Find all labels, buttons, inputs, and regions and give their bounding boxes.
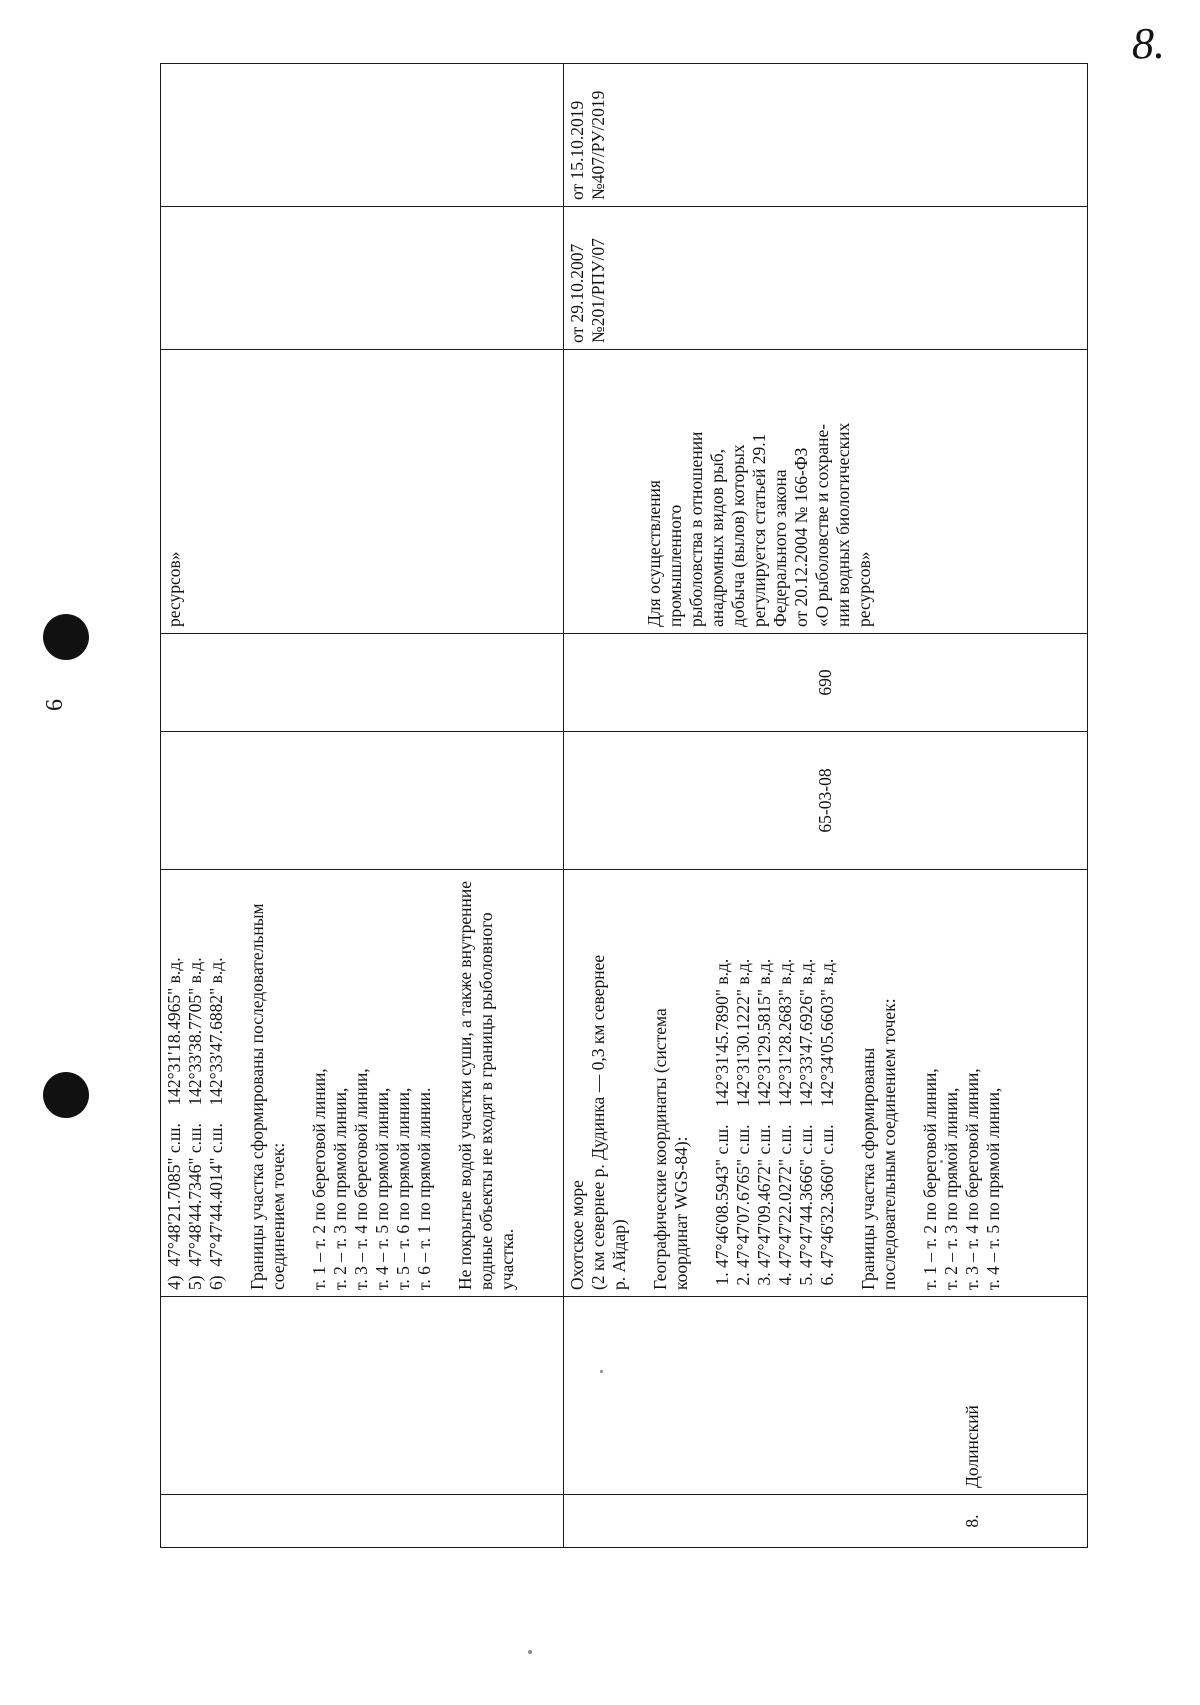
coord-line: 2. 47°47'07.6765" с.ш. 142°31'30.1222" в.д. (733, 876, 754, 1268)
exclusion-note: Не покрытые водой участки суши, а также внутренние водные объекты не входят в границы рыболовного участка. (455, 881, 517, 1290)
coords-title-line: координат WGS-84): (671, 1136, 691, 1290)
boundary-line: т. 6 – т. 1 по прямой линии. (414, 1087, 434, 1290)
location-line: р. Айдар) (609, 1219, 629, 1290)
purpose-line: Для осуществления (644, 480, 664, 627)
boundary-line: т. 1 – т. 2 по береговой линии, (920, 1068, 940, 1290)
purpose-line: рыболовства в отношении (686, 431, 706, 627)
cell-code-empty (161, 732, 564, 870)
agreement-number: №201/РПУ/07 (588, 238, 608, 343)
boundary-intro-line: Границы участка сформированы (858, 1047, 878, 1290)
fishing-areas-table (160, 63, 1088, 1548)
coord-line: 3. 47°47'09.4672" с.ш. 142°31'29.5815" в.д. (754, 876, 775, 1268)
location-line: Охотское море (567, 1180, 587, 1290)
cell-area-empty (161, 634, 564, 732)
boundary-line: т. 1 – т. 2 по береговой линии, (309, 1068, 329, 1290)
cell-agreement-empty (161, 207, 564, 350)
coordinate-list (712, 876, 838, 1290)
cell-number-empty (161, 1495, 564, 1548)
coord-line: 5) 47°48'44.7346" с.ш. 142°33'38.7705" в.д. (185, 957, 205, 1290)
purpose-line: от 20.12.2004 № 166-ФЗ (791, 447, 811, 627)
cell-renewal (564, 64, 1088, 207)
cell-purpose (161, 350, 564, 634)
cell-area-name: Долинский (564, 1297, 1088, 1495)
boundary-line: т. 2 – т. 3 по прямой линии, (941, 1087, 961, 1290)
table-row-8 (564, 64, 1088, 1548)
cell-agreement (564, 207, 1088, 350)
cell-renewal-empty (161, 64, 564, 207)
coord-line: 4. 47°47'22.0272" с.ш. 142°31'28.2683" в.д. (775, 876, 796, 1268)
coords-title-line: Географические координаты (система (650, 1008, 670, 1290)
cell-description (564, 870, 1088, 1297)
purpose-line: добыча (вылов) которых (728, 444, 748, 627)
purpose-line: анадромных видов рыб, (707, 449, 727, 627)
cell-purpose (564, 350, 1088, 634)
boundary-intro: Границы участка сформированы последовательным соединением точек: (247, 903, 288, 1290)
purpose-line: нии водных биологических (833, 422, 853, 627)
cell-row-number: 8. (564, 1495, 1088, 1548)
punch-hole-lower (43, 1072, 89, 1118)
scan-speck (528, 1650, 532, 1654)
boundary-line: т. 2 – т. 3 по прямой линии, (330, 1087, 350, 1290)
cell-name-empty (161, 1297, 564, 1495)
coord-line: 6) 47°47'44.4014" с.ш. 142°33'47.6882" в.д. (206, 957, 226, 1290)
coord-line: 6. 47°46'32.3660" с.ш. 142°34'05.6603" в.д. (817, 876, 838, 1268)
cell-area-size: 690 (564, 634, 1088, 732)
boundary-line: т. 3 – т. 4 по береговой линии, (351, 1068, 371, 1290)
cell-area-code: 65-03-08 (564, 732, 1088, 870)
boundary-line: т. 5 – т. 6 по прямой линии, (393, 1087, 413, 1290)
purpose-line: «О рыболовстве и сохране- (812, 423, 832, 627)
cell-description (161, 870, 564, 1297)
boundary-intro-line: последовательным соединением точек: (879, 998, 899, 1290)
boundary-line: т. 3 – т. 4 по береговой линии, (962, 1068, 982, 1290)
agreement-date: от 29.10.2007 (567, 243, 587, 343)
coord-line: 5. 47°47'44.3666" с.ш. 142°33'47.6926" в.д. (796, 876, 817, 1268)
purpose-line: Федерального закона (770, 469, 790, 627)
boundary-line: т. 4 – т. 5 по прямой линии, (372, 1087, 392, 1290)
rotated-table-page (42, 90, 1088, 1548)
purpose-line: ресурсов» (854, 551, 874, 627)
renewal-number: №407/РУ/2019 (588, 90, 608, 200)
corner-page-number: 8. (1132, 19, 1165, 68)
purpose-line: регулируется статьей 29.1 (749, 433, 769, 627)
purpose-tail: ресурсов» (164, 551, 184, 627)
renewal-date: от 15.10.2019 (567, 100, 587, 200)
coord-line: 4) 47°48'21.7085" с.ш. 142°31'18.4965" в.д. (164, 957, 184, 1290)
table-row-continuation (161, 64, 564, 1548)
punch-hole-upper (43, 614, 89, 660)
coord-line: 1. 47°46'08.5943" с.ш. 142°31'45.7890" в.д. (712, 876, 733, 1268)
boundary-line: т. 4 – т. 5 по прямой линии, (983, 1087, 1003, 1290)
location-line: (2 км севернее р. Дудинка — 0,3 км севернее (588, 954, 608, 1290)
purpose-line: промышленного (665, 504, 685, 627)
page-number: 6 (42, 699, 68, 711)
